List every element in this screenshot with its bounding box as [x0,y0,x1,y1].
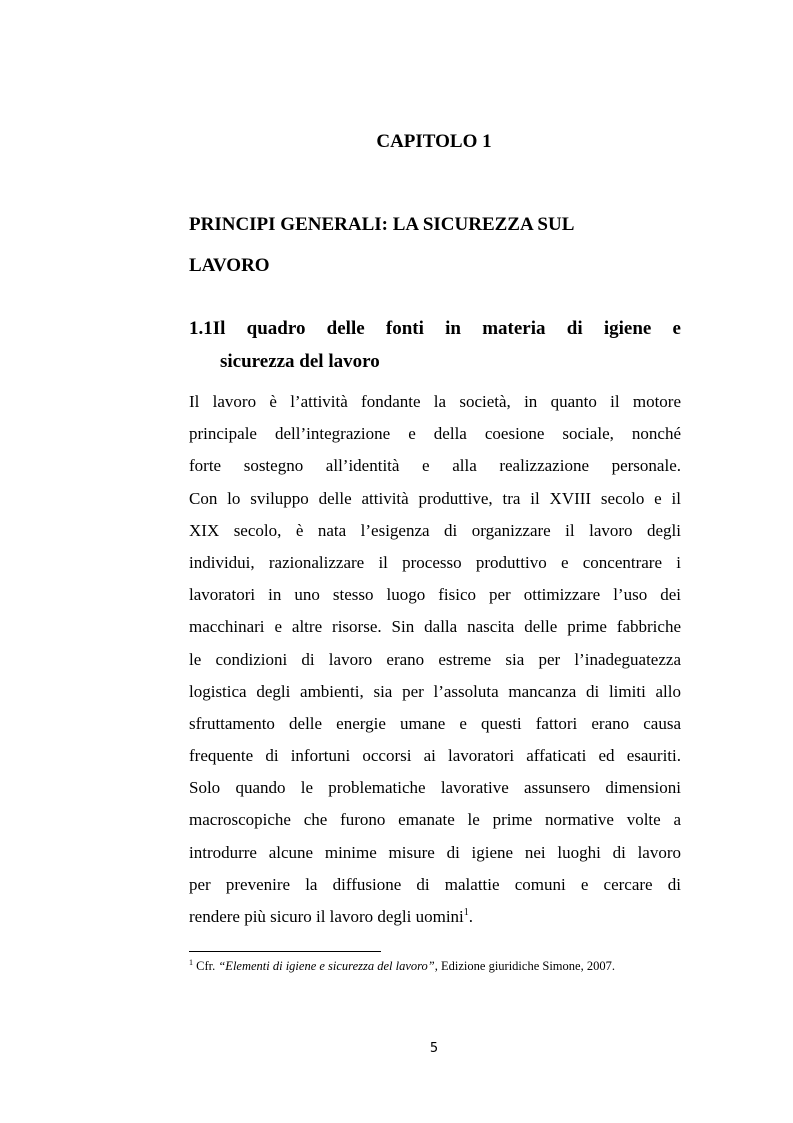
subsection-heading [189,312,681,378]
section-title: PRINCIPI GENERALI: LA SICUREZZA SUL LAVORO [189,214,574,276]
subsection-title-line1: Il quadro delle fonti in materia di igiene e [212,318,681,339]
body-line: logistica degli ambienti, sia per l’assoluta mancanza di limiti allo [189,681,681,701]
body-line: individui, razionalizzare il processo produttivo e concentrare i [189,552,681,572]
page-number: 5 [429,1041,439,1056]
footnote-reference[interactable]: 1 [463,907,469,918]
body-line: macchinari e altre risorse. Sin dalla nascita delle prime fabbriche [189,617,681,637]
body-line: le condizioni di lavoro erano estreme sia per l’inadeguatezza [189,649,681,669]
body-paragraph [189,386,681,933]
body-line: frequente di infortuni occorsi ai lavoratori affaticati ed esauriti. [189,746,681,766]
footnote [189,958,689,974]
body-last-line [189,901,681,933]
footnote-marker: 1 [189,958,193,967]
footnote-suffix: , Edizione giuridiche Simone, 2007. [434,959,615,973]
body-line: lavoratori in uno stesso luogo fisico per ottimizzare l’uso dei [189,585,681,605]
body-line: sfruttamento delle energie umane e questi fattori erano causa [189,713,681,733]
footnote-title: “Elementi di igiene e sicurezza del lavoro” [218,959,435,973]
chapter-heading: CAPITOLO 1 [376,131,492,152]
footnote-separator [189,951,381,952]
body-line: XIX secolo, è nata l’esigenza di organizzare il lavoro degli [189,520,681,540]
subsection-title-line2: sicurezza del lavoro [220,351,380,372]
body-line: Solo quando le problematiche lavorative assunsero dimensioni [189,778,681,798]
footnote-prefix: Cfr. [193,959,219,973]
body-last-line-text: rendere più sicuro il lavoro degli uomini [189,907,464,926]
body-line: Con lo sviluppo delle attività produttive, tra il XVIII secolo e il [189,488,681,508]
subsection-number: 1.1 [189,318,213,339]
body-line: Il lavoro è l’attività fondante la società, in quanto il motore [189,392,681,411]
body-line: macroscopiche che furono emanate le prime normative volte a [189,810,681,830]
body-last-line-end: . [468,907,474,926]
body-line: introdurre alcune minime misure di igiene nei luoghi di lavoro [189,842,681,862]
subsection-heading-line1 [189,312,681,345]
body-line: per prevenire la diffusione di malattie comuni e cercare di [189,874,681,894]
body-line: forte sostegno all’identità e alla realizzazione personale. [189,456,681,476]
body-line: principale dell’integrazione e della coesione sociale, nonché [189,424,681,444]
